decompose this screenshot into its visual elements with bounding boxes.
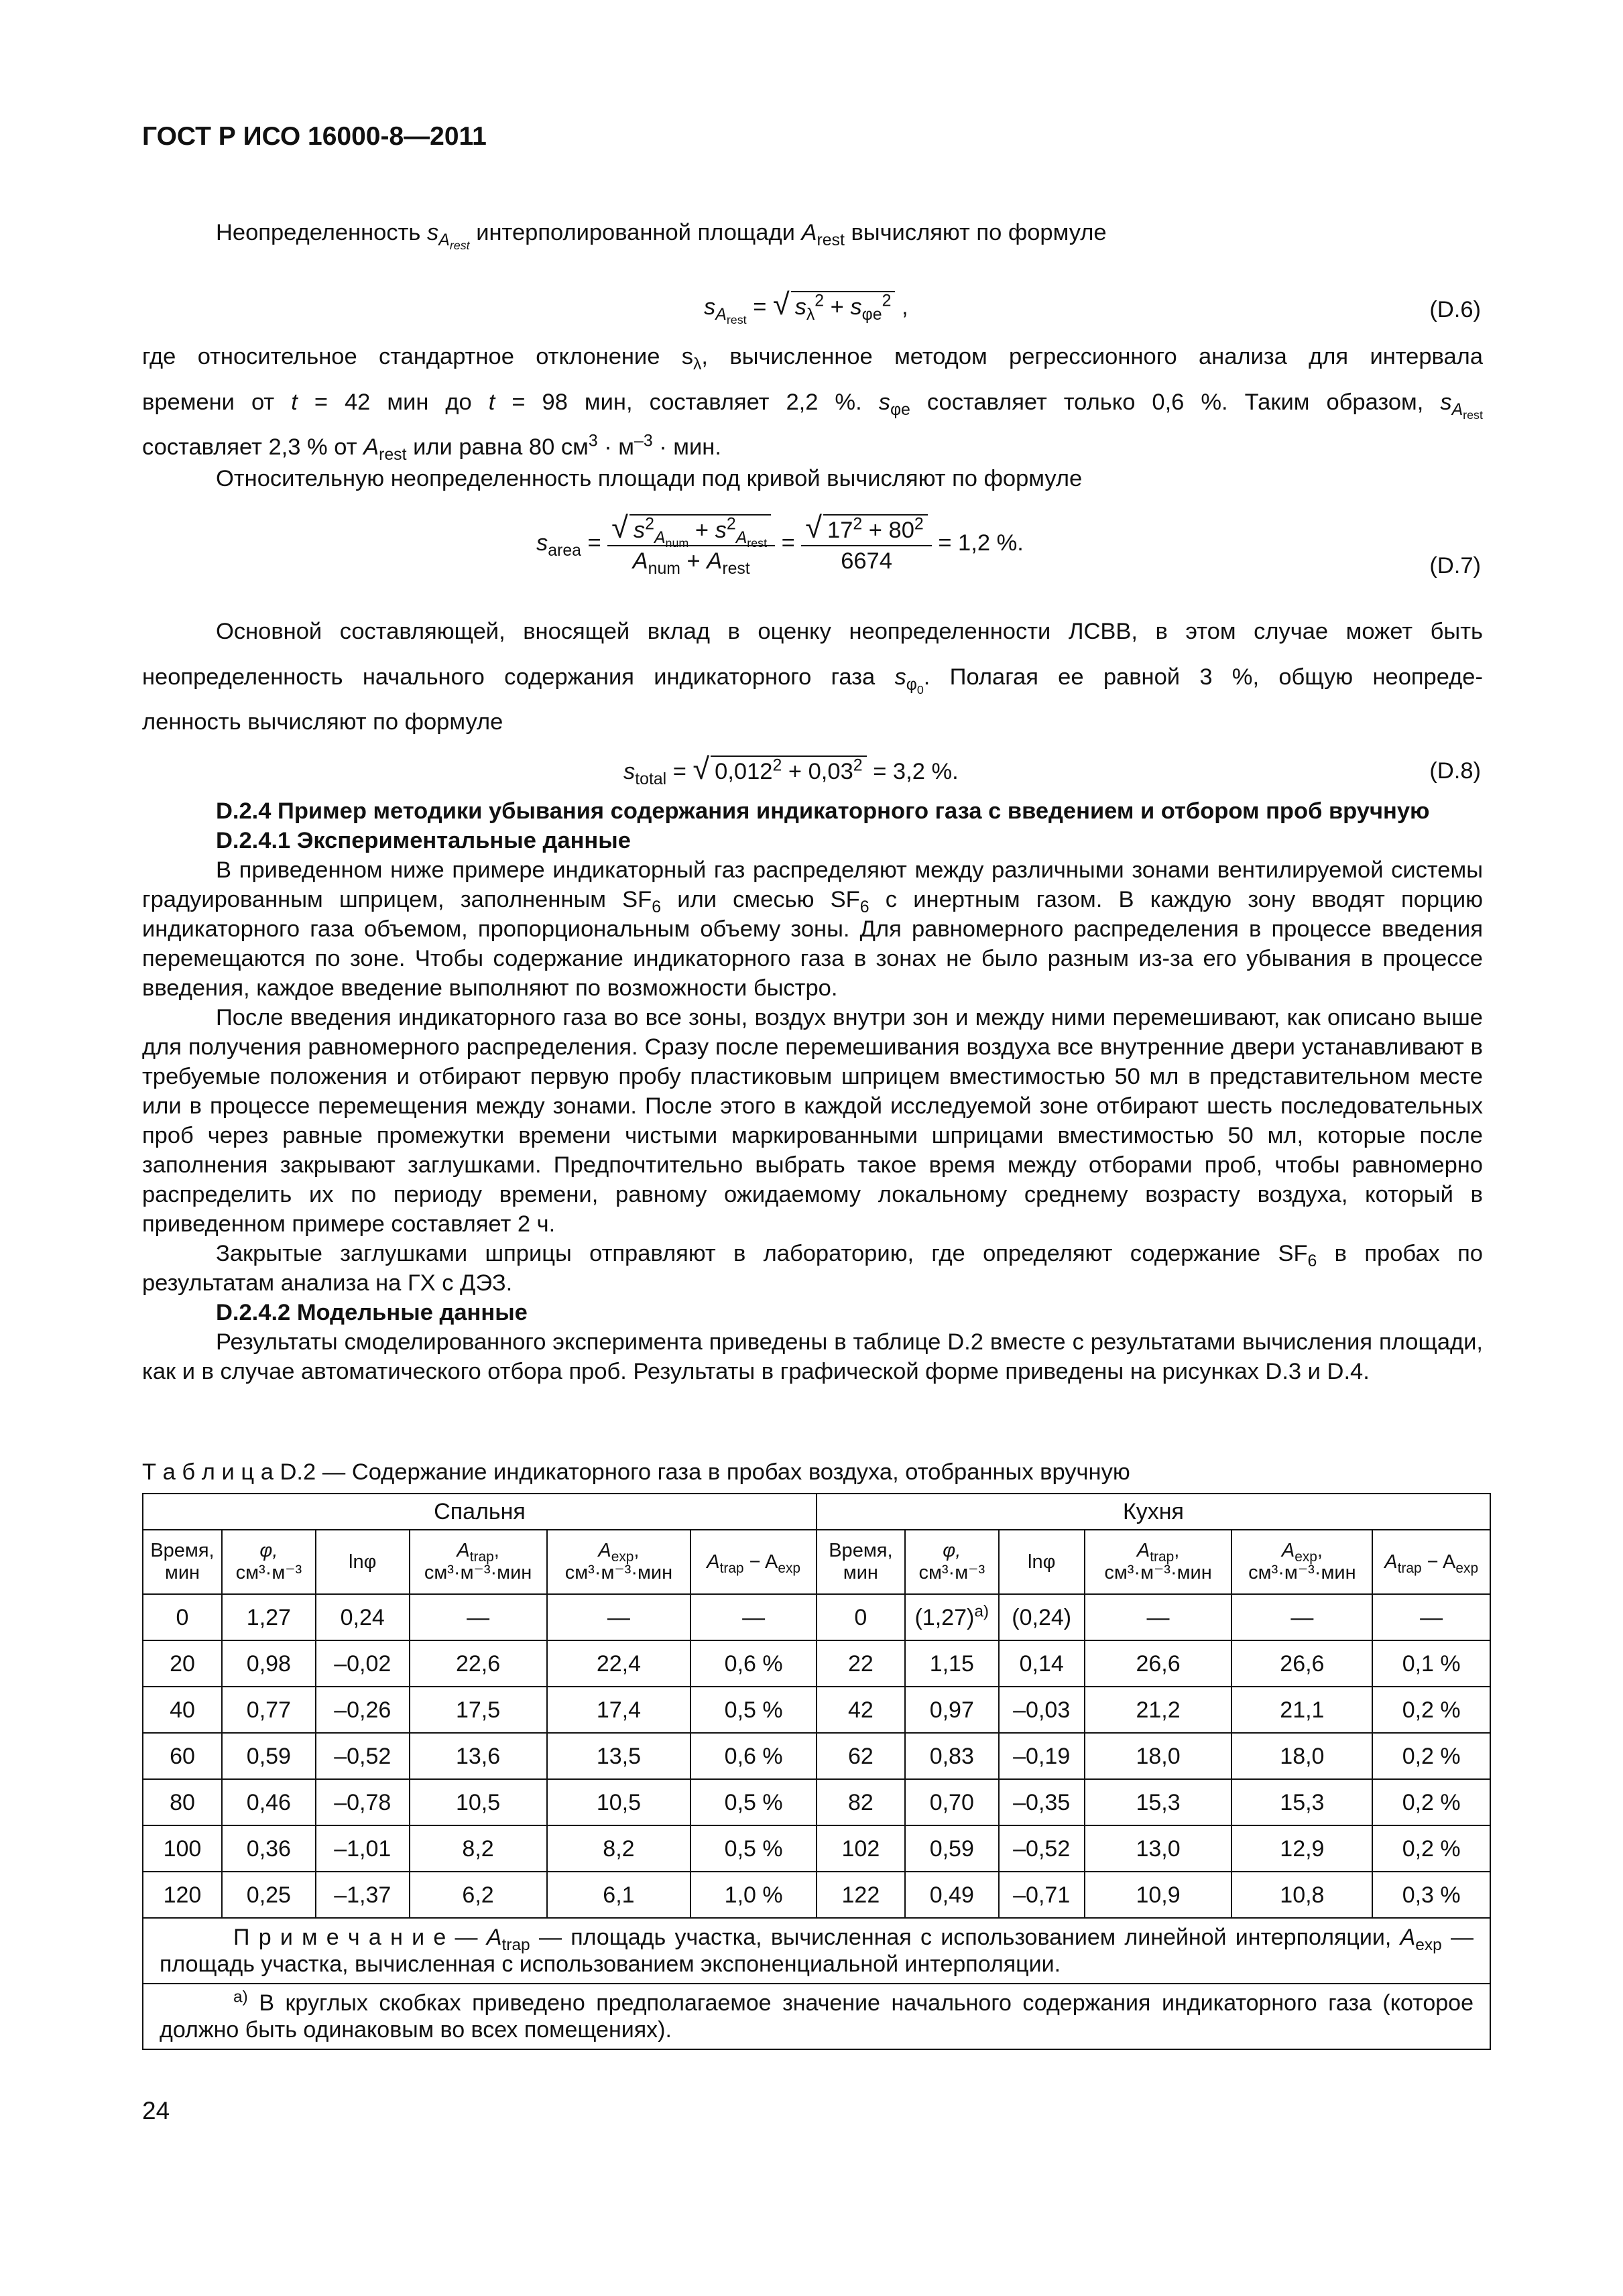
table-note: П р и м е ч а н и е — $A_{trap}$ — площадь участка, вычисленная с использованием линейной интерполяции, $A_{exp}$ — площадь участка, вычисленная с использованием экспоненциальной интерполяции. [143,1918,1490,1984]
table-cell: 20 [143,1640,222,1687]
col-header-diff: $A_{trap} - A_{exp}$ [1372,1530,1490,1594]
table-cell: 0,25 [222,1872,316,1918]
table-cell: (0,24) [999,1594,1085,1640]
table-cell: 0,1 % [1372,1640,1490,1687]
table-cell: –0,52 [999,1825,1085,1872]
table-cell: –0,02 [316,1640,410,1687]
table-cell: 0,70 [905,1779,999,1825]
table-cell: 80 [143,1779,222,1825]
table-cell: –0,71 [999,1872,1085,1918]
table-cell: 0,14 [999,1640,1085,1687]
table-cell: 6,2 [410,1872,547,1918]
paragraph-uncertainty-intro: Неопределенность $s_{A_{rest}}$ интерполированной площади $A_{rest}$ вычисляют по формуле [216,220,1107,252]
equation-number-d8: (D.8) [1429,758,1481,784]
col-header-phi: φ, см³·м⁻³ [222,1530,316,1594]
table-cell: 0,59 [222,1733,316,1779]
col-header-atrap: $A_{trap}$, см³·м⁻³·мин [1085,1530,1232,1594]
table-cell: 0,49 [905,1872,999,1918]
table-cell: 10,5 [410,1779,547,1825]
table-cell: 0 [817,1594,905,1640]
table-cell: 0,59 [905,1825,999,1872]
table-cell: 17,5 [410,1687,547,1733]
table-cell: 0,5 % [690,1779,817,1825]
table-cell: 0,46 [222,1779,316,1825]
table-cell: 0,2 % [1372,1733,1490,1779]
table-cell: 0 [143,1594,222,1640]
paragraph-experimental: В приведенном ниже примере индикаторный газ распределяют между различными зонами вентилируемой системы градуированным шприцем, заполненным $SF_6$ или смесью $SF_6$ с инертным газом. В каждую зону вводят порцию индикаторного газа объемом, пропорциональным объему зоны. Для равномерного распределения в процессе введения перемещаются по зоне. Чтобы содержание индикаторного газа в зонах не было разным из-за его убывания в процессе введения, каждое введение выполняют по возможности быстро. После введения индикаторного газа во все зоны, воздух внутри зон и между ними перемешивают, как описано выше для получения равномерного распределения. Сразу после перемешивания воздуха все внутренние двери устанавливают в требуемые положения и отбирают первую пробу пластиковым шприцем вместимостью 50 мл в представительном месте или в процессе перемещения между зонами. После этого в каждой исследуемой зоне отбирают шесть последовательных проб через равные промежутки времени чистыми маркированными шприцами вместимостью 50 мл, которые после заполнения закрывают заглушками. Предпочтительно выбрать такое время между отборами проб, чтобы равномерно распределить их по периоду времени, равному ожидаемому локальному среднему возрасту воздуха, который в приведенном примере составляет 2 ч. Закрытые заглушками шприцы отправляют в лабораторию, где определяют содержание $SF_6$ в пробах по результатам анализа на ГХ с ДЭЗ. D.2.4.2 Модельные данные Результаты смоделированного эксперимента приведены в таблице D.2 вместе с результатами вычисления площади, как и в случае автоматического отбора проб. Результаты в графической форме приведены на рисунках D.3 и D.4. [142,855,1483,1386]
section-heading-d241: D.2.4.1 Экспериментальные данные [216,828,631,853]
table-cell: –0,78 [316,1779,410,1825]
formula-d6: $s_{A_{rest}}$ = √ $s_\lambda^2 + s_{\varphi e}^2$ , [704,287,908,326]
table-cell: 0,24 [316,1594,410,1640]
col-header-diff: $A_{trap} - A_{exp}$ [690,1530,817,1594]
table-cell: 18,0 [1085,1733,1232,1779]
table-cell: 42 [817,1687,905,1733]
table-cell: 22 [817,1640,905,1687]
paragraph-model-data: Результаты смоделированного эксперимента приведены в таблице D.2 вместе с результатами вычисления площади, как и в случае автоматического отбора проб. Результаты в графической форме приведены на рисунках D.3 и D.4. [142,1329,1483,1384]
table-cell: 82 [817,1779,905,1825]
group-header-bedroom: Спальня [143,1494,817,1530]
table-cell: 0,6 % [690,1640,817,1687]
table-footnote-row [143,1984,1490,2049]
paragraph-mixing: После введения индикаторного газа во все зоны, воздух внутри зон и между ними перемешивают, как описано выше для получения равномерного распределения. Сразу после перемешивания воздуха все внутренние двери устанавливают в требуемые положения и отбирают первую пробу пластиковым шприцем вместимостью 50 мл в представительном месте или в процессе перемещения между зонами. После этого в каждой исследуемой зоне отбирают шесть последовательных проб через равные промежутки времени чистыми маркированными шприцами вместимостью 50 мл, которые после заполнения закрывают заглушками. Предпочтительно выбрать такое время между отборами проб, чтобы равномерно распределить их по периоду времени, равному ожидаемому локальному среднему возрасту воздуха, который в приведенном примере составляет 2 ч. [142,1005,1483,1237]
table-row [143,1733,1490,1779]
table-cell: — [410,1594,547,1640]
table-cell: 10,9 [1085,1872,1232,1918]
table-cell: 60 [143,1733,222,1779]
table-cell: 0,5 % [690,1687,817,1733]
table-row [143,1825,1490,1872]
table-row [143,1779,1490,1825]
col-header-atrap: $A_{trap}$, см³·м⁻³·мин [410,1530,547,1594]
table-cell: 0,6 % [690,1733,817,1779]
table-cell: 1,15 [905,1640,999,1687]
table-cell: 22,4 [547,1640,691,1687]
table-cell: 0,2 % [1372,1825,1490,1872]
table-cell: 10,8 [1231,1872,1372,1918]
col-header-time: Время, мин [143,1530,222,1594]
table-cell: –1,01 [316,1825,410,1872]
table-cell: 0,2 % [1372,1779,1490,1825]
col-header-phi: φ, см³·м⁻³ [905,1530,999,1594]
table-cell: — [1231,1594,1372,1640]
table-cell: — [1085,1594,1232,1640]
table-cell: 100 [143,1825,222,1872]
table-cell: 15,3 [1231,1779,1372,1825]
table-cell: 120 [143,1872,222,1918]
group-header-kitchen: Кухня [817,1494,1490,1530]
table-cell: 13,5 [547,1733,691,1779]
table-cell: 21,1 [1231,1687,1372,1733]
table-cell: — [1372,1594,1490,1640]
document-page: ГОСТ Р ИСО 16000-8—2011 Неопределенность $s_{A_{rest}}$ интерполированной площади $A_{rest}$ вычисляют по формуле $s_{A_{rest}}$ = √ $s_\lambda^2 + s_{\varphi e}^2$ , (D.6) где относительное стандартное отклонение $s_\lambda$, вычисленное методом регрессионного анализа для интервала времени от t = 42 мин до t = 98 мин, составляет 2,2 %. $s_{\varphi e}$ составляет только 0,6 %. Таким образом, $s_{A_{rest}}$ составляет 2,3 % от $A_{rest}$ или равна 80 $см^3 \cdot м^{-3}$ · мин. Относительную неопределенность площади под кривой вычисляют по формуле $s_{area}$ = $\frac{√ s^2_{A_{num}} + s^2_{A_{rest}}}{A_{num} + A_{rest}}$ = $\frac{√ 17^2 + 80^2}{6674}$ = 1,2 %. (D.7) Основной составляющей, вносящей вклад в оценку неопределенности ЛСВВ, в этом случае может быть неопределенность начального содержания индикаторного газа $s_{\varphi_0}$. Полагая ее равной 3 %, общую неопреде- ленность вычисляют по формуле $s_{total}$ = √ $0,012^2 + 0,03^2 = 3,2$ %. (D.8) D.2.4 Пример методики убывания содержания индикаторного газа с введением и отбором проб вручную D.2.4.1 Экспериментальные данные В приведенном ниже примере индикаторный газ распределяют между различными зонами вентилируемой системы градуированным шприцем, заполненным $SF_6$ или смесью $SF_6$ с инертным газом. В каждую зону вводят порцию индикаторного газа объемом, пропорциональным объему зоны. Для равномерного распределения в процессе введения перемещаются по зоне. Чтобы содержание индикаторного газа в зонах не было разным из-за его убывания в процессе введения, каждое введение выполняют по возможности быстро. После введения индикаторного газа во все зоны, воздух внутри зон и между ними перемешивают, как описано выше для получения равномерного распределения. Сразу после перемешивания воздуха все внутренние двери устанавливают в требуемые положения и отбирают первую пробу пластиковым шприцем вместимостью 50 мл в представительном месте или в процессе перемещения между зонами. После этого в каждой исследуемой зоне отбирают шесть последовательных проб через равные промежутки времени чистыми маркированными шприцами вместимостью 50 мл, которые после заполнения закрывают заглушками. Предпочтительно выбрать такое время между отборами проб, чтобы равномерно распределить их по периоду времени, равному ожидаемому локальному среднему возрасту воздуха, который в приведенном примере составляет 2 ч. Закрытые заглушками шприцы отправляют в лабораторию, где определяют содержание $SF_6$ в пробах по результатам анализа на ГХ с ДЭЗ. D.2.4.2 Модельные данные Результаты смоделированного эксперимента приведены в таблице D.2 вместе с результатами вычисления площади, как и в случае автоматического отбора проб. Результаты в графической форме приведены на рисунках D.3 и D.4. Т а б л и ц а D.2 — Содержание индикаторного газа в пробах воздуха, отобранных вручную Спальня Кухня Время, мин φ, см³·м⁻³ lnφ $A_{trap}$, см³·м⁻³·мин $A_{exp}$, см³·м⁻³·мин $A_{trap} - A_{exp}$ Время, мин φ, см³·м⁻³ lnφ $A_{trap}$, см³·м⁻³·мин $A_{exp}$, см³·м⁻³·мин $A_{trap} - A_{exp}$ 0 1,27 0,24 — — — 0 $(1,27)^{a)}$ (0,24) — — — 20 0,98 –0,02 22,6 22,4 0,6 % 22 1,15 0,14 26,6 26,6 0,1 % 40 0,77 –0,26 17,5 17,4 0,5 % 42 0,97 –0,03 21,2 21,1 0,2 % 60 0,59 –0,52 13,6 13,5 0,6 % 62 0,83 –0,19 18,0 18,0 0,2 % 80 0,46 –0,78 10,5 10,5 0,5 % 82 0,70 –0,35 15,3 15,3 0,2 % 100 0,36 –1,01 8,2 8,2 0,5 % 102 0,59 –0,52 13,0 12,9 0,2 % 120 0,25 –1,37 6,2 6,1 1,0 % 122 0,49 –0,71 10,9 10,8 0,3 % П р и м е ч а н и е — $A_{trap}$ — площадь участка, вычисленная с использованием линейной интерполяции, $A_{exp}$ — площадь участка, вычисленная с использованием экспоненциальной интерполяции. $^{a)}$ В круглых скобках приведено предполагаемое значение начального содержания индикаторного газа (которое должно быть одинаковым во всех помещениях). 24 [0,0,1623,2296]
table-cell: –1,37 [316,1872,410,1918]
formula-d8: $s_{total}$ = √ $0,012^2 + 0,03^2 = 3,2$ %. [623,751,959,788]
table-cell: 10,5 [547,1779,691,1825]
section-heading-d24: D.2.4 Пример методики убывания содержания индикаторного газа с введением и отбором проб вручную [216,798,1430,824]
table-cell: 18,0 [1231,1733,1372,1779]
table-cell: 8,2 [410,1825,547,1872]
table-cell: 15,3 [1085,1779,1232,1825]
col-header-time: Время, мин [817,1530,905,1594]
table-cell: 0,5 % [690,1825,817,1872]
table-cell: –0,52 [316,1733,410,1779]
table-cell: 40 [143,1687,222,1733]
table-caption: Т а б л и ц а D.2 — Содержание индикаторного газа в пробах воздуха, отобранных вручную [142,1459,1130,1485]
table-cell: 102 [817,1825,905,1872]
table-cell: — [547,1594,691,1640]
table-cell: 0,77 [222,1687,316,1733]
table-cell: 0,98 [222,1640,316,1687]
paragraph-relative-uncertainty: Относительную неопределенность площади под кривой вычисляют по формуле [216,466,1083,491]
table-row [143,1872,1490,1918]
table-cell: 122 [817,1872,905,1918]
formula-d7: $s_{area}$ = $\frac{√ s^2_{A_{num}} + s^2_{A_{rest}}}{A_{num} + A_{rest}}$ = $\frac{√ 17^2 + 80^2}{6674}$ = 1,2 %. [536,510,1024,578]
table-note-row [143,1918,1490,1984]
table-cell: 0,3 % [1372,1872,1490,1918]
table-cell: 26,6 [1231,1640,1372,1687]
section-heading-d242: D.2.4.2 Модельные данные [216,1300,528,1325]
table-footnote: $^{a)}$ В круглых скобках приведено предполагаемое значение начального содержания индикаторного газа (которое должно быть одинаковым во всех помещениях). [143,1984,1490,2049]
column-header-row [143,1530,1490,1594]
table-row [143,1687,1490,1733]
equation-number-d7: (D.7) [1429,553,1481,579]
table-cell: –0,03 [999,1687,1085,1733]
table-cell: 1,0 % [690,1872,817,1918]
table-cell: 62 [817,1733,905,1779]
data-table [142,1493,1491,2050]
table-cell: 21,2 [1085,1687,1232,1733]
table-cell: –0,19 [999,1733,1085,1779]
footnote-mark: a) [974,1602,989,1621]
paragraph-main-component: Основной составляющей, вносящей вклад в оценку неопределенности ЛСВВ, в этом случае может быть [216,619,1483,644]
table-cell: 13,6 [410,1733,547,1779]
table-cell: 1,27 [222,1594,316,1640]
document-header: ГОСТ Р ИСО 16000-8—2011 [142,122,487,151]
table-cell: 6,1 [547,1872,691,1918]
table-cell: 13,0 [1085,1825,1232,1872]
table-cell: 0,36 [222,1825,316,1872]
table-cell: $(1,27)^{a)}$ [905,1594,999,1640]
table-cell: 0,97 [905,1687,999,1733]
table-cell: 0,83 [905,1733,999,1779]
table-cell: 12,9 [1231,1825,1372,1872]
table-row [143,1594,1490,1640]
equation-number-d6: (D.6) [1429,297,1481,322]
paragraph-where: где относительное стандартное отклонение $s_\lambda$, вычисленное методом регрессионного анализа для интервала [142,344,1484,373]
col-header-lnphi: lnφ [316,1530,410,1594]
table-cell: 17,4 [547,1687,691,1733]
paragraph-lab: Закрытые заглушками шприцы отправляют в лабораторию, где определяют содержание $SF_6$ в пробах по результатам анализа на ГХ с ДЭЗ. [142,1241,1483,1296]
table-cell: 0,2 % [1372,1687,1490,1733]
table-cell: — [690,1594,817,1640]
table-row [143,1640,1490,1687]
col-header-lnphi: lnφ [999,1530,1085,1594]
table-cell: –0,35 [999,1779,1085,1825]
table-cell: –0,26 [316,1687,410,1733]
table-cell: 22,6 [410,1640,547,1687]
col-header-aexp: $A_{exp}$, см³·м⁻³·мин [547,1530,691,1594]
page-number: 24 [142,2097,170,2124]
col-header-aexp: $A_{exp}$, см³·м⁻³·мин [1231,1530,1372,1594]
table-cell: 26,6 [1085,1640,1232,1687]
table-cell: 8,2 [547,1825,691,1872]
